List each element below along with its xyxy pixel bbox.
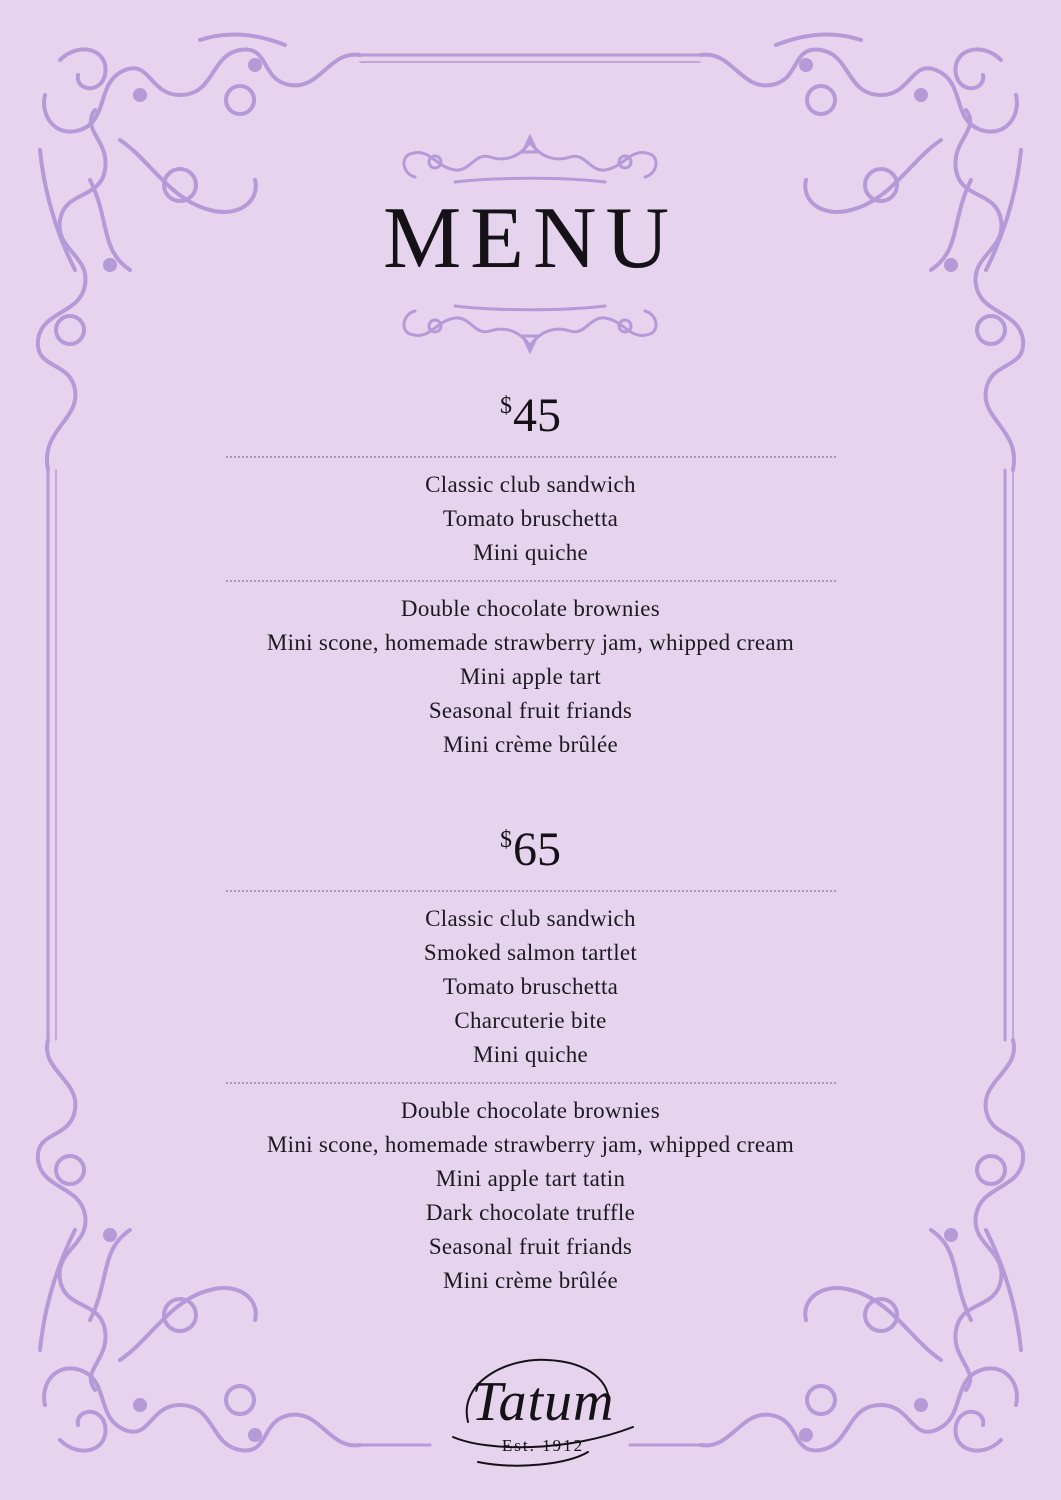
menu-section-65 xyxy=(0,823,1061,1298)
list-item: Double chocolate brownies xyxy=(400,1098,661,1123)
price-value: 45 xyxy=(513,389,561,442)
list-item: Tomato bruschetta xyxy=(442,974,619,999)
list-item: Charcuterie bite xyxy=(454,1008,607,1033)
dotted-divider xyxy=(226,890,836,892)
list-item: Classic club sandwich xyxy=(425,472,636,497)
list-item: Smoked salmon tartlet xyxy=(423,940,638,965)
page-title: MENU xyxy=(382,190,679,287)
currency-symbol: $ xyxy=(500,393,512,419)
list-item: Classic club sandwich xyxy=(425,906,636,931)
logo-name: Tatum xyxy=(471,1371,615,1433)
savory-items-list xyxy=(0,902,1061,1072)
menu-section-45 xyxy=(0,389,1061,762)
list-item: Mini apple tart xyxy=(459,664,602,689)
list-item: Seasonal fruit friands xyxy=(428,698,633,723)
section-price xyxy=(0,389,1061,452)
brand-logo xyxy=(438,1352,648,1472)
list-item: Tomato bruschetta xyxy=(442,506,619,531)
logo-established: Est. 1912 xyxy=(501,1436,585,1455)
dotted-divider xyxy=(226,580,836,582)
list-item: Double chocolate brownies xyxy=(400,596,661,621)
list-item: Mini apple tart tatin xyxy=(435,1166,626,1191)
price-value: 65 xyxy=(513,823,561,876)
title-ornament-top-icon xyxy=(395,132,665,192)
list-item: Dark chocolate truffle xyxy=(425,1200,636,1225)
sweet-items-list xyxy=(0,592,1061,762)
list-item: Mini quiche xyxy=(472,540,589,565)
currency-symbol: $ xyxy=(500,827,512,853)
list-item: Seasonal fruit friands xyxy=(428,1234,633,1259)
list-item: Mini scone, homemade strawberry jam, whipped cream xyxy=(266,1132,795,1157)
title-ornament-bottom-icon xyxy=(395,296,665,356)
list-item: Mini scone, homemade strawberry jam, whipped cream xyxy=(266,630,795,655)
dotted-divider xyxy=(226,1082,836,1084)
section-price xyxy=(0,823,1061,886)
list-item: Mini quiche xyxy=(472,1042,589,1067)
dotted-divider xyxy=(226,456,836,458)
list-item: Mini crème brûlée xyxy=(443,732,618,757)
sweet-items-list xyxy=(0,1094,1061,1298)
list-item: Mini crème brûlée xyxy=(443,1268,618,1293)
savory-items-list xyxy=(0,468,1061,570)
